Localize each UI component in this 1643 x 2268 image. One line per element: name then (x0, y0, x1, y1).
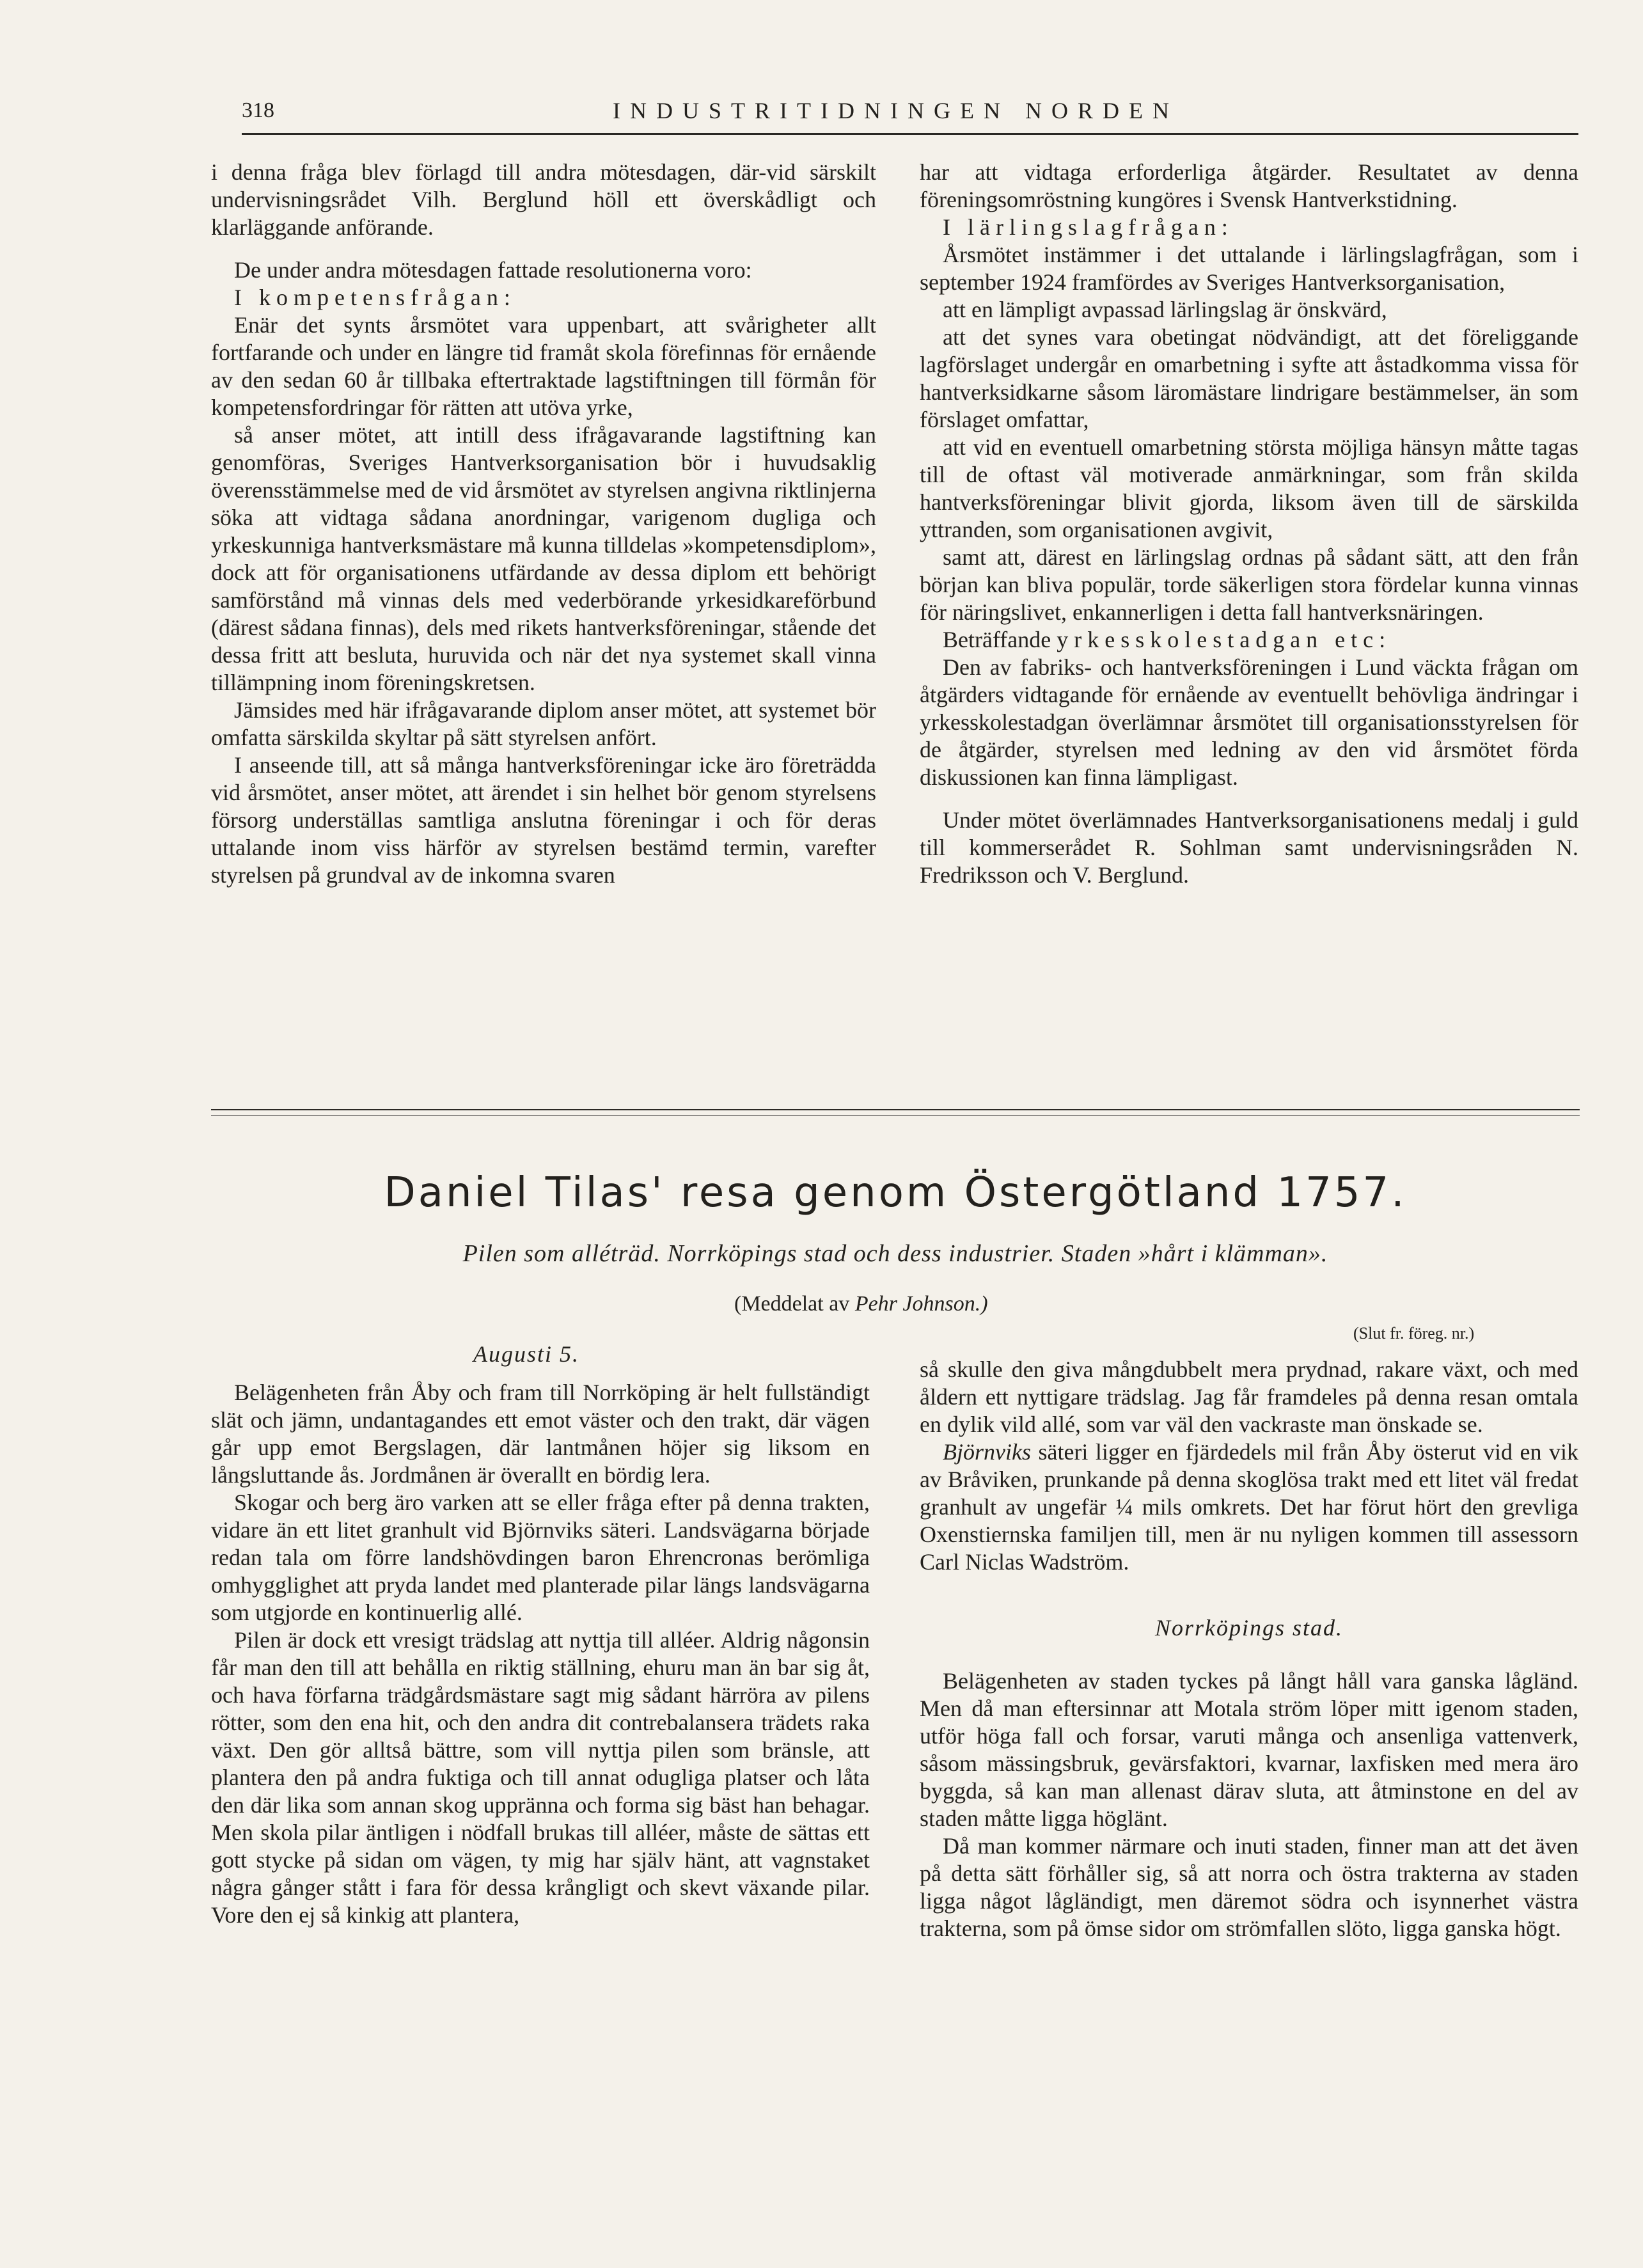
date-heading: Augusti 5. (473, 1341, 580, 1367)
section-heading: Norrköpings stad. (1154, 1615, 1344, 1641)
article-subtitle: Pilen som alléträd. Norrköpings stad och dess industrier. Staden »hårt i klämman». (462, 1240, 1328, 1267)
section-divider-thin (211, 1115, 1580, 1116)
paragraph (920, 1438, 1578, 1576)
credit-author: Pehr Johnson.) (854, 1292, 988, 1316)
paragraph: har att vidtaga erforderliga åtgärder. Resultatet av denna föreningsomröstning kungöres i Svensk Hantverkstidning. (920, 159, 1578, 212)
paragraph: Enär det synts årsmötet vara uppenbart, att svårigheter allt fortfarande och under en längre tid framåt skola förefinnas för ernående av den sedan 60 år tillbaka eftertraktade lagstiftningen till förmån för kompetensfordringar för rätten att utöva yrke, (211, 312, 876, 420)
subheading-yrkesskole (920, 626, 1578, 654)
article-right-column (920, 1356, 1578, 1942)
paragraph: Årsmötet instämmer i det uttalande i lärlingslagfrågan, som i september 1924 framfördes av Sveriges Hantverksorganisation, (920, 242, 1578, 295)
subheading-larling: I lärlingslagfrågan: (943, 214, 1234, 240)
paragraph: Skogar och berg äro varken att se eller fråga efter på denna trakten, vidare än ett litet granhult vid Björnviks säteri. Landsvägarna började redan tala om förre landshövdingen baron Ehrencronas berömliga omhygglighet att pryda landet med planterade pilar längs landsvägarna som utgjorde en kontinuerlig allé. (211, 1490, 870, 1625)
paragraph: Pilen är dock ett vresigt trädslag att nyttja till alléer. Aldrig någonsin får man den till att behålla en riktig ställning, ehuru man än bar sig åt, och hava förfarna trädgårdsmästare sagt mig sådant härröra av pilens rötter, som den ena hit, och den andra dit contrebalansera trädets raka växt. Den gör alltså bättre, som vill nyttja pilen som bränsle, att plantera den på andra fuktiga och till annat odugliga platser och låta den där lika som annan skog uppränna och forma sig bäst han behagar. Men skola pilar äntligen i nödfall brukas till alléer, måste de sättas ett gott stycke på sidan om vägen, ty mig har själv hänt, att vagnstaket några gånger stått i fara för dessa krångligt och skevt växande pilar. Vore den ej så kinkig att plantera, (211, 1627, 870, 1928)
paragraph: att en lämpligt avpassad lärlingslag är önskvärd, (943, 297, 1387, 322)
continuation-note: (Slut fr. föreg. nr.) (1353, 1324, 1475, 1343)
top-left-column (211, 159, 876, 889)
article-credit (734, 1292, 988, 1316)
paragraph: Belägenheten från Åby och fram till Norrköping är helt fullständigt slät och jämn, undantagandes ett emot väster och den trakt, där vägen går upp emot Bergslagen, där lantmånen höjer sig liksom en långsluttande ås. Jordmånen är överallt en bördig lera. (211, 1380, 870, 1488)
subheading-prefix: Beträffande (943, 627, 1051, 652)
paragraph: i denna fråga blev förlagd till andra mötesdagen, där-vid särskilt undervisningsrådet Vilh. Berglund höll ett överskådligt och klarläggande anförande. (211, 159, 876, 240)
paragraph: Belägenheten av staden tyckes på långt håll vara ganska lågländ. Men då man eftersinnar att Motala ström löper mitt igenom staden, utför höga fall och forsar, varuti många och ansenliga vattenverk, såsom mässingsbruk, gevärsfaktori, kvarnar, laxfisken med mera äro byggda, så kan man allenast därav sluta, att åtminstone en del av staden måtte ligga höglänt. (920, 1668, 1578, 1831)
paragraph: att det synes vara obetingat nödvändigt, att det föreliggande lagförslaget undergår en omarbetning i syfte att åstadkomma vissa för hantverksidkarne såsom läromästare lindrigare bestämmelser, än som förslaget omfattar, (920, 324, 1578, 432)
paragraph: Den av fabriks- och hantverksföreningen i Lund väckta frågan om åtgärders vidtagande för ernående av eventuellt behövliga ändringar i yrkesskolestadgan överlämnar årsmötet till organisationsstyrelsen för de åtgärder, styrelsen med ledning av den vid årsmötet förda diskussionen kan finna lämpligast. (920, 654, 1578, 790)
paragraph: samt att, därest en lärlingslag ordnas på sådant sätt, att den från början kan bliva populär, torde säkerligen stora fördelar kunna vinnas för näringslivet, enkannerligen i detta fall hantverksnäringen. (920, 544, 1578, 625)
paragraph: Då man kommer närmare och inuti staden, finner man att det även på detta sätt förhåller sig, så att norra och östra trakterna av staden ligga något lågländigt, men däremot södra och isynnerhet västra trakterna, som på ömse sidor om strömfallen slöto, ligga ganska högt. (920, 1833, 1578, 1941)
paragraph: De under andra mötesdagen fattade resolutionerna voro: (234, 257, 752, 283)
top-right-column (920, 159, 1578, 889)
paragraph: Under mötet överlämnades Hantverksorganisationens medalj i guld till kommerserådet R. Sohlman samt undervisningsråden N. Fredriksson och V. Berglund. (920, 807, 1578, 888)
paragraph: Jämsides med här ifrågavarande diplom anser mötet, att systemet bör omfatta särskilda skyltar på sätt styrelsen anfört. (211, 697, 876, 750)
paragraph: att vid en eventuell omarbetning största möjliga hänsyn måtte tagas till de oftast väl motiverade anmärkningar, som från skilda hantverksföreningar blivit gjorda, liksom även till de särskilda yttranden, som organisationen avgivit, (920, 434, 1578, 542)
article-title: Daniel Tilas' resa genom Östergötland 1757. (384, 1169, 1407, 1217)
credit-prefix: (Meddelat av (734, 1292, 850, 1316)
paragraph-text: säteri ligger en fjärdedels mil från Åby österut vid en vik av Bråviken, prunkande på denna skoglösa trakt med ett litet väl fredat granhult av ungefär ¼ mils omkrets. Det har förut hört den grevliga Oxenstiernska familjen till, men är nu nyligen kommen till assessorn Carl Niclas Wadström. (920, 1439, 1578, 1575)
paragraph: så skulle den giva mångdubbelt mera prydnad, rakare växt, och med åldern ett nyttigare trädslag. Jag får framdeles på denna resan omtala en dylik vild allé, som var väl den vackraste man önskade se. (920, 1357, 1578, 1437)
journal-title: INDUSTRITIDNINGEN NORDEN (613, 98, 1179, 123)
page-header (242, 95, 1578, 135)
subheading-kompetens: I kompetensfrågan: (234, 285, 516, 310)
italic-place-name: Björnviks (943, 1439, 1031, 1465)
subheading-topic: yrkesskolestadgan etc: (1057, 627, 1392, 652)
page-number: 318 (242, 98, 274, 122)
article-left-column (211, 1379, 870, 1929)
paragraph: I anseende till, att så många hantverksföreningar icke äro företrädda vid årsmötet, anser mötet, att ärendet i sin helhet bör genom styrelsens försorg underställas samtliga anslutna föreningar i och för deras uttalande inom viss härför av styrelsen bestämd termin, varefter styrelsen på grundval av de inkomna svaren (211, 752, 876, 888)
section-divider (211, 1109, 1580, 1110)
paragraph: så anser mötet, att intill dess ifrågavarande lagstiftning kan genomföras, Sveriges Hantverksorganisation bör i huvudsaklig överensstämmelse med de vid årsmötet av styrelsen angivna riktlinjerna söka att vidtaga sådana anordningar, varigenom dugliga och yrkeskunniga hantverksmästare må kunna tilldelas »kompetensdiplom», dock att för organisationens utfärdande av dessa diplom ett behörigt samförstånd må vinnas dels med vederbörande yrkesidkareförbund (därest sådana finnas), dels med rikets hantverksföreningar, stående det dessa fritt att besluta, huruvida och när det nya systemet skall vinna tillämpning inom föreningskretsen. (211, 422, 876, 695)
